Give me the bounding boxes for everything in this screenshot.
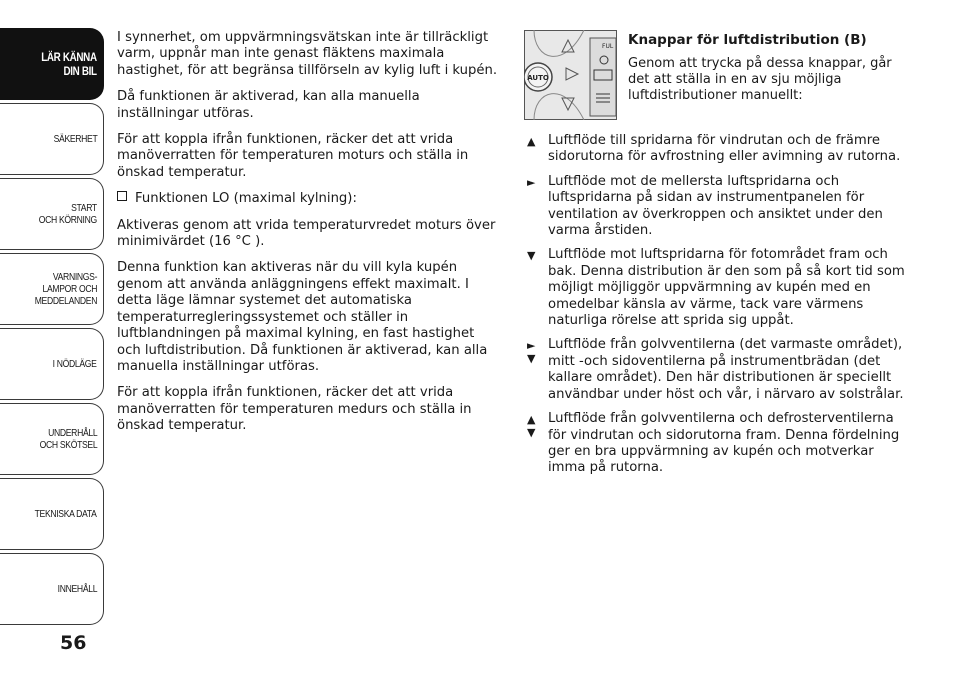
paragraph: För att koppla ifrån funktionen, räcker det att vrida manöverratten för temperaturen moturs och ställa in önskad temperatur. [117, 132, 469, 180]
tab-tekniska-data[interactable]: TEKNISKA DATA [0, 478, 104, 550]
arrow-up-icon: ▲ [527, 135, 536, 148]
tab-innehall[interactable]: INNEHÅLL [0, 553, 104, 625]
list-item: ▲ ▼ Luftflöde från golvventilerna och defrosterventilerna för vindrutan och sidorutorna fram. Denna fördelning ger en bra uppvärmning av kupén och motverkar imma på rutorna. [527, 411, 900, 476]
list-item: ► Luftflöde mot de mellersta luftspridarna och luftspridarna på sidan av instrumentpanelen för ventilation av överkroppen och ansiktet under den varma årstiden. [527, 173, 883, 239]
left-column [117, 30, 501, 445]
paragraph: Aktiveras genom att vrida temperaturvredet moturs över minimivärdet (16 °C ). [117, 217, 496, 250]
tab-i-nodlage[interactable]: I NÖDLÄGE [0, 328, 104, 400]
bullet-item: Funktionen LO (maximal kylning): [117, 191, 501, 207]
tab-sakerhet[interactable]: SÄKERHET [0, 103, 104, 175]
tab-start-och-korning[interactable]: START OCH KÖRNING [0, 178, 104, 250]
arrow-right-down-icon: ► ▼ [527, 339, 536, 366]
section-description: Genom att trycka på dessa knappar, går det att ställa in en av sju möjliga luftdistributioner manuellt: [628, 56, 892, 104]
paragraph: I synnerhet, om uppvärmningsvätskan inte är tillräckligt varm, uppnår man inte genast fläktens maximala hastighet, för att begränsa tillförseln av kylig luft i kupén. [117, 30, 498, 78]
section-header [628, 32, 913, 104]
paragraph: Denna funktion kan aktiveras när du vill kyla kupén genom att använda anläggningens effekt maximalt. I detta läge lämnar systemet det automatiska temperaturregleringssystemet och ställer in luftblandningen på maximal kylning, en fast hastighet och luftdistribution. Då funktionen är aktiverad, kan alla manuella inställningar utföras. [117, 260, 488, 374]
air-distribution-buttons-illustration [524, 30, 617, 120]
svg-text:AUTO: AUTO [527, 74, 549, 82]
page-number: 56 [60, 632, 87, 654]
arrow-up-down-icon: ▲ ▼ [527, 413, 536, 440]
list-item: ▼ Luftflöde mot luftspridarna för fotområdet fram och bak. Denna distribution är den som på så kort tid som möjligt möjliggör uppvärmning av kupén med en omedelbar känsla av värme, tack vare värmens naturliga rörelse att sprida sig uppåt. [527, 247, 905, 329]
section-title: Knappar för luftdistribution (B) [628, 32, 867, 48]
square-bullet-icon [117, 191, 127, 201]
arrow-down-icon: ▼ [527, 249, 536, 263]
svg-text:FUL: FUL [602, 43, 614, 50]
paragraph: För att koppla ifrån funktionen, räcker det att vrida manöverratten för temperaturen medurs och ställa in önskad temperatur. [117, 385, 472, 434]
chapter-sidebar [0, 28, 104, 628]
tab-varningslampor[interactable]: VARNINGS- LAMPOR OCH MEDDELANDEN [0, 253, 104, 325]
list-item: ▲ Luftflöde till spridarna för vindrutan och de främre sidorutorna för avfrostning eller avimning av rutorna. [527, 133, 901, 165]
tab-underhall[interactable]: UNDERHÅLL OCH SKÖTSEL [0, 403, 104, 475]
paragraph: Då funktionen är aktiverad, kan alla manuella inställningar utföras. [117, 89, 420, 121]
arrow-right-icon: ► [527, 175, 536, 189]
distribution-mode-list [524, 133, 914, 485]
list-item: ► ▼ Luftflöde från golvventilerna (det varmaste området), mitt -och sidoventilerna på instrumentbrädan (det kallare området). Den här distributionen är speciellt användbar under höst och vår, i närvaro av solstrålar. [527, 337, 904, 402]
tab-lar-kanna-din-bil[interactable]: LÄR KÄNNA DIN BIL [0, 28, 104, 100]
